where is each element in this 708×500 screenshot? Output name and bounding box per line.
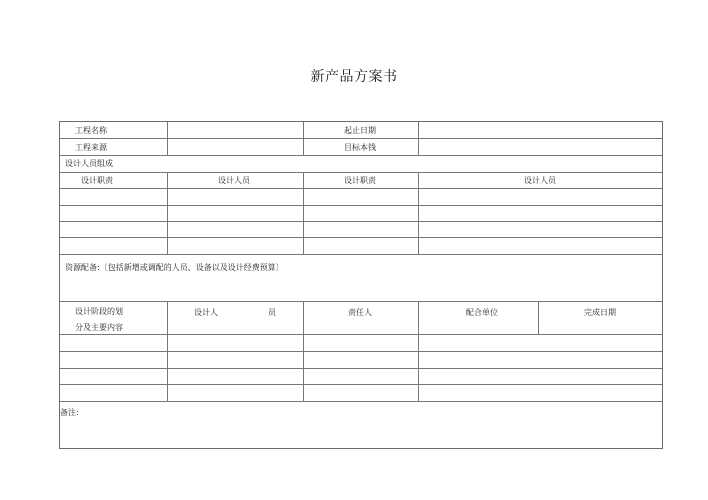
column-divider xyxy=(303,172,304,254)
row-divider xyxy=(60,301,662,302)
row-divider xyxy=(60,368,662,369)
row-divider xyxy=(60,172,662,173)
row-divider xyxy=(60,384,662,385)
column-divider xyxy=(167,172,168,254)
notes-field[interactable] xyxy=(60,402,662,448)
project-source-field[interactable] xyxy=(168,139,302,155)
page-title: 新产品方案书 xyxy=(310,69,398,85)
row-divider xyxy=(60,334,662,335)
column-divider xyxy=(418,172,419,254)
phase-header-line2: 分及主要内容 xyxy=(75,323,123,332)
row-divider xyxy=(60,237,662,238)
project-source-label: 工程来源 xyxy=(75,143,107,152)
completion-date-header: 完成日期 xyxy=(584,308,616,317)
start-end-date-label: 起止日期 xyxy=(344,126,376,135)
target-cost-field[interactable] xyxy=(419,139,661,155)
row-divider xyxy=(60,188,662,189)
resources-field[interactable] xyxy=(60,255,662,301)
row-divider xyxy=(60,155,662,156)
designer-header-suffix: 员 xyxy=(268,308,276,317)
notes-label: 备注: xyxy=(60,408,79,417)
column-divider xyxy=(538,301,539,334)
designer-header: 设计人 xyxy=(194,308,218,317)
project-name-field[interactable] xyxy=(168,122,302,138)
cooperating-unit-header: 配合单位 xyxy=(466,308,498,317)
team-header-staff: 设计人员 xyxy=(524,176,556,185)
project-name-label: 工程名称 xyxy=(75,126,107,135)
designer-team-label: 设计人员组成 xyxy=(65,159,113,168)
column-divider xyxy=(167,301,168,401)
column-divider xyxy=(303,122,304,155)
row-divider xyxy=(60,221,662,222)
target-cost-label: 目标本钱 xyxy=(344,143,376,152)
column-divider xyxy=(418,301,419,401)
proposal-form xyxy=(59,121,663,449)
row-divider xyxy=(60,351,662,352)
team-header-staff: 设计人员 xyxy=(218,176,250,185)
phase-header-line1: 设计阶段的划 xyxy=(75,307,123,316)
team-header-duty: 设计职责 xyxy=(344,176,376,185)
responsible-header: 责任人 xyxy=(348,308,372,317)
team-header-duty: 设计职责 xyxy=(81,176,113,185)
resources-label: 资源配备:〔包括新增或调配的人员、设备以及设计经费预算〕 xyxy=(65,263,284,272)
row-divider xyxy=(60,205,662,206)
start-end-date-field[interactable] xyxy=(419,122,661,138)
column-divider xyxy=(303,301,304,401)
